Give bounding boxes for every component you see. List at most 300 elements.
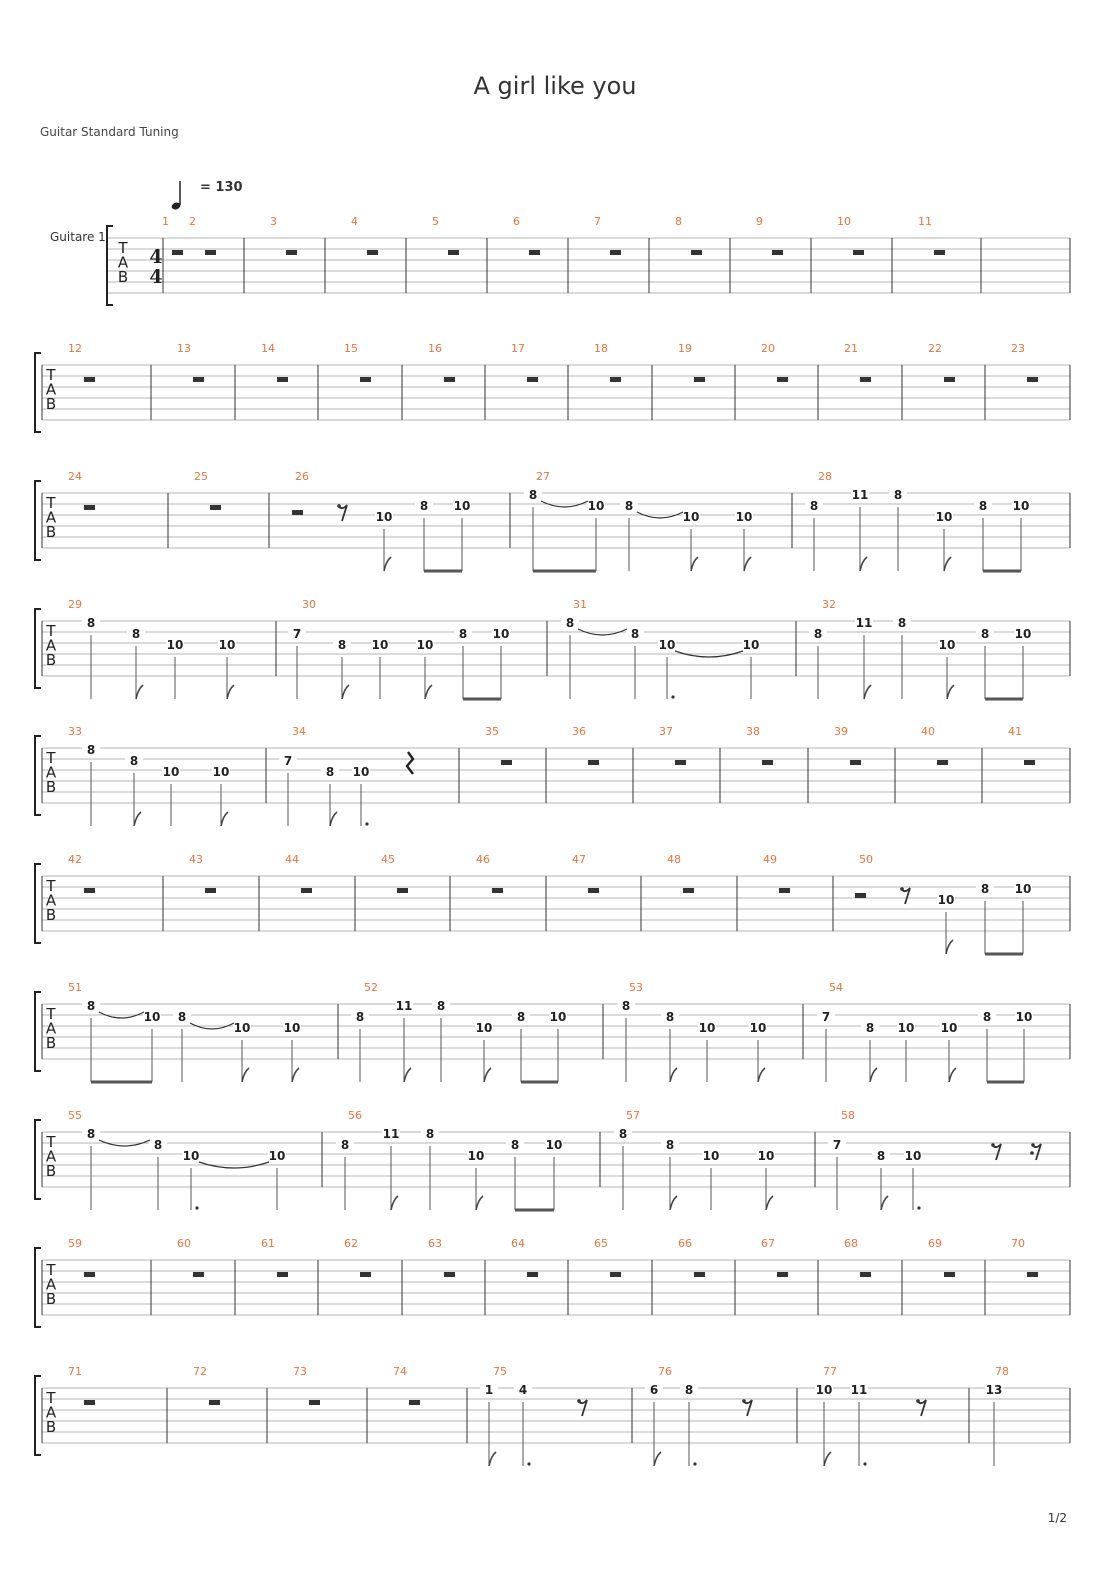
fret-number: 10 — [467, 1149, 485, 1163]
whole-rest — [172, 250, 183, 255]
whole-rest — [1024, 760, 1035, 765]
measure-number: 33 — [68, 725, 82, 738]
whole-rest — [779, 888, 790, 893]
whole-rest — [309, 1400, 320, 1405]
measure-number: 48 — [667, 853, 681, 866]
eighth-rest — [902, 888, 910, 904]
whole-rest — [84, 1272, 95, 1277]
fret-number: 4 — [518, 1383, 528, 1397]
measure-number: 20 — [761, 342, 775, 355]
tab-clef-letter: A — [45, 1147, 57, 1166]
measure-number: 76 — [658, 1365, 672, 1378]
tab-clef-letter: T — [46, 749, 56, 767]
measure-number: 47 — [572, 853, 586, 866]
eighth-flag — [824, 1452, 831, 1466]
eighth-flag — [292, 1068, 299, 1082]
eighth-flag — [949, 1068, 956, 1082]
whole-rest — [501, 760, 512, 765]
fret-number: 7 — [821, 1010, 831, 1024]
tab-clef-letter: T — [118, 239, 128, 257]
tab-clef-letter: B — [45, 1418, 57, 1436]
system-bracket — [35, 1248, 41, 1327]
fret-number: 8 — [982, 1010, 992, 1024]
measure-number: 25 — [194, 470, 208, 483]
fret-number: 10 — [1014, 627, 1032, 641]
measure-number: 70 — [1011, 1237, 1025, 1250]
tab-system — [35, 1109, 1070, 1210]
measure-number: 38 — [746, 725, 760, 738]
eighth-flag — [384, 557, 391, 571]
fret-number: 10 — [283, 1021, 301, 1035]
tab-clef-letter: A — [45, 636, 57, 655]
whole-rest — [205, 888, 216, 893]
whole-rest — [675, 760, 686, 765]
whole-rest — [277, 377, 288, 382]
whole-rest — [84, 1400, 95, 1405]
whole-rest — [209, 1400, 220, 1405]
fret-number: 8 — [177, 1010, 187, 1024]
fret-number: 10 — [937, 893, 955, 907]
tab-clef-letter: B — [45, 1162, 57, 1180]
whole-rest — [860, 377, 871, 382]
eighth-flag — [134, 812, 141, 826]
fret-number: 10 — [1014, 882, 1032, 896]
measure-number: 46 — [476, 853, 490, 866]
tab-clef-letter: B — [45, 906, 57, 924]
fret-number: 8 — [129, 754, 139, 768]
tab-clef-letter: A — [45, 1019, 57, 1038]
instrument-name: Guitare 1 — [50, 230, 106, 244]
system-bracket — [35, 1120, 41, 1199]
fret-number: 10 — [233, 1021, 251, 1035]
tab-system — [35, 470, 1070, 571]
fret-number: 10 — [757, 1149, 775, 1163]
eighth-rest-dot — [577, 1399, 581, 1403]
measure-number: 74 — [393, 1365, 407, 1378]
half-rest — [292, 510, 303, 515]
tab-system — [35, 1365, 1070, 1466]
whole-rest — [762, 760, 773, 765]
fret-number: 8 — [618, 1127, 628, 1141]
fret-number: 11 — [395, 999, 413, 1013]
eighth-rest — [579, 1400, 587, 1416]
measure-number: 67 — [761, 1237, 775, 1250]
whole-rest — [588, 888, 599, 893]
dot — [693, 1462, 696, 1465]
whole-rest — [409, 1400, 420, 1405]
eighth-flag — [670, 1068, 677, 1082]
tab-clef-letter: B — [45, 523, 57, 541]
whole-rest — [210, 505, 221, 510]
measure-number: 61 — [261, 1237, 275, 1250]
eighth-flag — [870, 1068, 877, 1082]
dot — [917, 1206, 920, 1209]
fret-number: 7 — [292, 627, 302, 641]
tab-system — [35, 342, 1070, 432]
system-bracket — [35, 609, 41, 688]
whole-rest — [444, 1272, 455, 1277]
measure-number: 58 — [841, 1109, 855, 1122]
fret-number: 8 — [86, 616, 96, 630]
eighth-flag — [654, 1452, 661, 1466]
measure-number: 1 — [162, 215, 169, 228]
eighth-rest — [744, 1400, 752, 1416]
fret-number: 8 — [809, 499, 819, 513]
measure-number: 28 — [818, 470, 832, 483]
tab-clef-letter: T — [46, 366, 56, 384]
measure-number: 35 — [485, 725, 499, 738]
tab-clef-letter: T — [46, 1133, 56, 1151]
measure-number: 56 — [348, 1109, 362, 1122]
measure-number: 45 — [381, 853, 395, 866]
dot — [671, 695, 674, 698]
measure-number: 66 — [678, 1237, 692, 1250]
fret-number: 8 — [325, 765, 335, 779]
whole-rest — [934, 250, 945, 255]
fret-number: 8 — [893, 488, 903, 502]
time-signature-top: 4 — [149, 246, 163, 268]
dot — [365, 822, 368, 825]
tab-system — [35, 598, 1070, 699]
fret-number: 10 — [897, 1021, 915, 1035]
fret-number: 8 — [528, 488, 538, 502]
fret-number: 10 — [938, 638, 956, 652]
fret-number: 10 — [162, 765, 180, 779]
measure-number: 14 — [261, 342, 275, 355]
measure-number: 69 — [928, 1237, 942, 1250]
fret-number: 10 — [475, 1021, 493, 1035]
fret-number: 10 — [698, 1021, 716, 1035]
eighth-flag — [670, 1196, 677, 1210]
whole-rest — [772, 250, 783, 255]
tab-clef-letter: B — [45, 651, 57, 669]
fret-number: 8 — [665, 1138, 675, 1152]
whole-rest — [683, 888, 694, 893]
measure-number: 57 — [626, 1109, 640, 1122]
sixteenth-rest — [1033, 1144, 1041, 1160]
whole-rest — [301, 888, 312, 893]
eighth-flag — [691, 557, 698, 571]
half-rest — [855, 893, 866, 898]
fret-number: 8 — [510, 1138, 520, 1152]
tab-clef-letter: A — [45, 1403, 57, 1422]
fret-number: 8 — [630, 627, 640, 641]
system-bracket — [35, 481, 41, 560]
fret-number: 8 — [516, 1010, 526, 1024]
measure-number: 44 — [285, 853, 299, 866]
fret-number: 10 — [143, 1010, 161, 1024]
measure-number: 7 — [594, 215, 601, 228]
tab-clef-letter: A — [45, 1275, 57, 1294]
tab-system — [35, 1237, 1070, 1327]
eighth-flag — [425, 685, 432, 699]
tab-system — [35, 981, 1070, 1082]
fret-number: 8 — [865, 1021, 875, 1035]
tab-clef-letter: T — [46, 494, 56, 512]
sixteenth-rest-dot — [1031, 1143, 1035, 1147]
tab-system — [35, 725, 1070, 826]
fret-number: 8 — [876, 1149, 886, 1163]
system-bracket — [35, 736, 41, 815]
measure-number: 59 — [68, 1237, 82, 1250]
measure-number: 55 — [68, 1109, 82, 1122]
whole-rest — [492, 888, 503, 893]
measure-number: 16 — [428, 342, 442, 355]
fret-number: 10 — [549, 1010, 567, 1024]
eighth-flag — [227, 685, 234, 699]
fret-number: 7 — [283, 754, 293, 768]
fret-number: 11 — [382, 1127, 400, 1141]
fret-number: 8 — [978, 499, 988, 513]
measure-number: 31 — [573, 598, 587, 611]
whole-rest — [527, 377, 538, 382]
whole-rest — [937, 760, 948, 765]
fret-number: 10 — [453, 499, 471, 513]
whole-rest — [1027, 1272, 1038, 1277]
fret-number: 10 — [658, 638, 676, 652]
measure-number: 53 — [629, 981, 643, 994]
eighth-rest-dot — [991, 1143, 995, 1147]
measure-number: 68 — [844, 1237, 858, 1250]
whole-rest — [84, 505, 95, 510]
quarter-rest — [407, 752, 413, 774]
eighth-rest-dot — [337, 504, 341, 508]
whole-rest — [397, 888, 408, 893]
whole-rest — [944, 1272, 955, 1277]
whole-rest — [205, 250, 216, 255]
eighth-flag — [404, 1068, 411, 1082]
fret-number: 10 — [904, 1149, 922, 1163]
fret-number: 10 — [218, 638, 236, 652]
eighth-flag — [946, 940, 953, 954]
whole-rest — [84, 888, 95, 893]
whole-rest — [193, 1272, 204, 1277]
measure-number: 10 — [837, 215, 851, 228]
measure-number: 62 — [344, 1237, 358, 1250]
eighth-flag — [758, 1068, 765, 1082]
fret-number: 8 — [980, 882, 990, 896]
tab-clef-letter: B — [45, 778, 57, 796]
measure-number: 30 — [302, 598, 316, 611]
whole-rest — [448, 250, 459, 255]
measure-number: 21 — [844, 342, 858, 355]
measure-number: 15 — [344, 342, 358, 355]
eighth-rest — [339, 505, 347, 521]
eighth-flag — [484, 1068, 491, 1082]
fret-number: 10 — [940, 1021, 958, 1035]
fret-number: 10 — [268, 1149, 286, 1163]
fret-number: 7 — [832, 1138, 842, 1152]
measure-number: 11 — [918, 215, 932, 228]
fret-number: 10 — [587, 499, 605, 513]
measure-number: 49 — [763, 853, 777, 866]
fret-number: 10 — [166, 638, 184, 652]
whole-rest — [610, 1272, 621, 1277]
sixteenth-rest-dot — [1030, 1151, 1034, 1155]
dot — [863, 1462, 866, 1465]
whole-rest — [286, 250, 297, 255]
system-bracket — [35, 992, 41, 1071]
measure-number: 43 — [189, 853, 203, 866]
fret-number: 10 — [182, 1149, 200, 1163]
eighth-flag — [881, 1196, 888, 1210]
whole-rest — [367, 250, 378, 255]
eighth-flag — [136, 685, 143, 699]
fret-number: 8 — [425, 1127, 435, 1141]
fret-number: 10 — [815, 1383, 833, 1397]
measure-number: 64 — [511, 1237, 525, 1250]
tab-system — [50, 215, 1070, 305]
eighth-flag — [944, 557, 951, 571]
whole-rest — [691, 250, 702, 255]
fret-number: 8 — [131, 627, 141, 641]
system-bracket — [35, 864, 41, 943]
whole-rest — [84, 377, 95, 382]
fret-number: 11 — [850, 1383, 868, 1397]
measure-number: 72 — [193, 1365, 207, 1378]
tab-clef-letter: A — [45, 763, 57, 782]
fret-number: 8 — [665, 1010, 675, 1024]
tab-clef-letter: T — [46, 877, 56, 895]
eighth-flag — [342, 685, 349, 699]
fret-number: 6 — [649, 1383, 659, 1397]
fret-number: 11 — [851, 488, 869, 502]
fret-number: 10 — [352, 765, 370, 779]
tab-clef-letter: B — [117, 268, 129, 286]
measure-number: 3 — [270, 215, 277, 228]
whole-rest — [277, 1272, 288, 1277]
fret-number: 8 — [436, 999, 446, 1013]
whole-rest — [777, 377, 788, 382]
fret-number: 10 — [1012, 499, 1030, 513]
whole-rest — [944, 377, 955, 382]
measure-number: 9 — [756, 215, 763, 228]
fret-number: 10 — [416, 638, 434, 652]
fret-number: 8 — [897, 616, 907, 630]
measure-number: 50 — [859, 853, 873, 866]
fret-number: 10 — [492, 627, 510, 641]
eighth-rest — [993, 1144, 1001, 1160]
fret-number: 10 — [1015, 1010, 1033, 1024]
tab-clef-letter: A — [117, 253, 129, 272]
fret-number: 10 — [682, 510, 700, 524]
whole-rest — [527, 1272, 538, 1277]
measure-number: 32 — [822, 598, 836, 611]
fret-number: 10 — [371, 638, 389, 652]
fret-number: 8 — [419, 499, 429, 513]
tab-clef-letter: T — [46, 1261, 56, 1279]
eighth-flag — [766, 1196, 773, 1210]
measure-number: 27 — [536, 470, 550, 483]
fret-number: 13 — [985, 1383, 1003, 1397]
measure-number: 51 — [68, 981, 82, 994]
measure-number: 8 — [675, 215, 682, 228]
whole-rest — [1027, 377, 1038, 382]
fret-number: 8 — [980, 627, 990, 641]
tab-clef-letter: B — [45, 1034, 57, 1052]
eighth-flag — [221, 812, 228, 826]
measure-number: 60 — [177, 1237, 191, 1250]
fret-number: 10 — [935, 510, 953, 524]
whole-rest — [694, 377, 705, 382]
measure-number: 54 — [829, 981, 843, 994]
whole-rest — [610, 250, 621, 255]
eighth-rest — [918, 1400, 926, 1416]
measure-number: 29 — [68, 598, 82, 611]
eighth-rest-dot — [916, 1399, 920, 1403]
measure-number: 13 — [177, 342, 191, 355]
tempo-marking: = 130 — [200, 180, 243, 195]
whole-rest — [853, 250, 864, 255]
measure-number: 2 — [189, 215, 196, 228]
eighth-flag — [864, 685, 871, 699]
fret-number: 8 — [621, 999, 631, 1013]
eighth-rest-dot — [900, 887, 904, 891]
tab-clef-letter: T — [46, 1005, 56, 1023]
measure-number: 41 — [1008, 725, 1022, 738]
fret-number: 10 — [749, 1021, 767, 1035]
measure-number: 36 — [572, 725, 586, 738]
tab-clef-letter: T — [46, 1389, 56, 1407]
fret-number: 8 — [86, 743, 96, 757]
tab-clef-letter: A — [45, 891, 57, 910]
fret-number: 8 — [458, 627, 468, 641]
fret-number: 1 — [484, 1383, 494, 1397]
measure-number: 39 — [834, 725, 848, 738]
whole-rest — [777, 1272, 788, 1277]
measure-number: 65 — [594, 1237, 608, 1250]
whole-rest — [588, 760, 599, 765]
eighth-flag — [330, 812, 337, 826]
eighth-flag — [744, 557, 751, 571]
measure-number: 73 — [293, 1365, 307, 1378]
measure-number: 40 — [921, 725, 935, 738]
fret-number: 10 — [702, 1149, 720, 1163]
tab-clef-letter: T — [46, 622, 56, 640]
measure-number: 71 — [68, 1365, 82, 1378]
eighth-flag — [947, 685, 954, 699]
tuning-label: Guitar Standard Tuning — [40, 125, 179, 139]
eighth-flag — [476, 1196, 483, 1210]
dot — [527, 1462, 530, 1465]
fret-number: 11 — [855, 616, 873, 630]
fret-number: 8 — [86, 1127, 96, 1141]
fret-number: 8 — [684, 1383, 694, 1397]
fret-number: 8 — [565, 616, 575, 630]
measure-number: 77 — [823, 1365, 837, 1378]
tab-clef-letter: A — [45, 508, 57, 527]
eighth-rest-dot — [742, 1399, 746, 1403]
fret-number: 8 — [86, 999, 96, 1013]
fret-number: 8 — [153, 1138, 163, 1152]
eighth-flag — [242, 1068, 249, 1082]
whole-rest — [193, 377, 204, 382]
tab-clef-letter: B — [45, 1290, 57, 1308]
fret-number: 10 — [375, 510, 393, 524]
measure-number: 37 — [659, 725, 673, 738]
fret-number: 10 — [735, 510, 753, 524]
fret-number: 10 — [545, 1138, 563, 1152]
measure-number: 26 — [295, 470, 309, 483]
fret-number: 8 — [340, 1138, 350, 1152]
measure-number: 42 — [68, 853, 82, 866]
system-bracket — [35, 353, 41, 432]
whole-rest — [610, 377, 621, 382]
measure-number: 12 — [68, 342, 82, 355]
whole-rest — [360, 377, 371, 382]
measure-number: 78 — [995, 1365, 1009, 1378]
page-number: 1/2 — [1047, 1511, 1067, 1525]
